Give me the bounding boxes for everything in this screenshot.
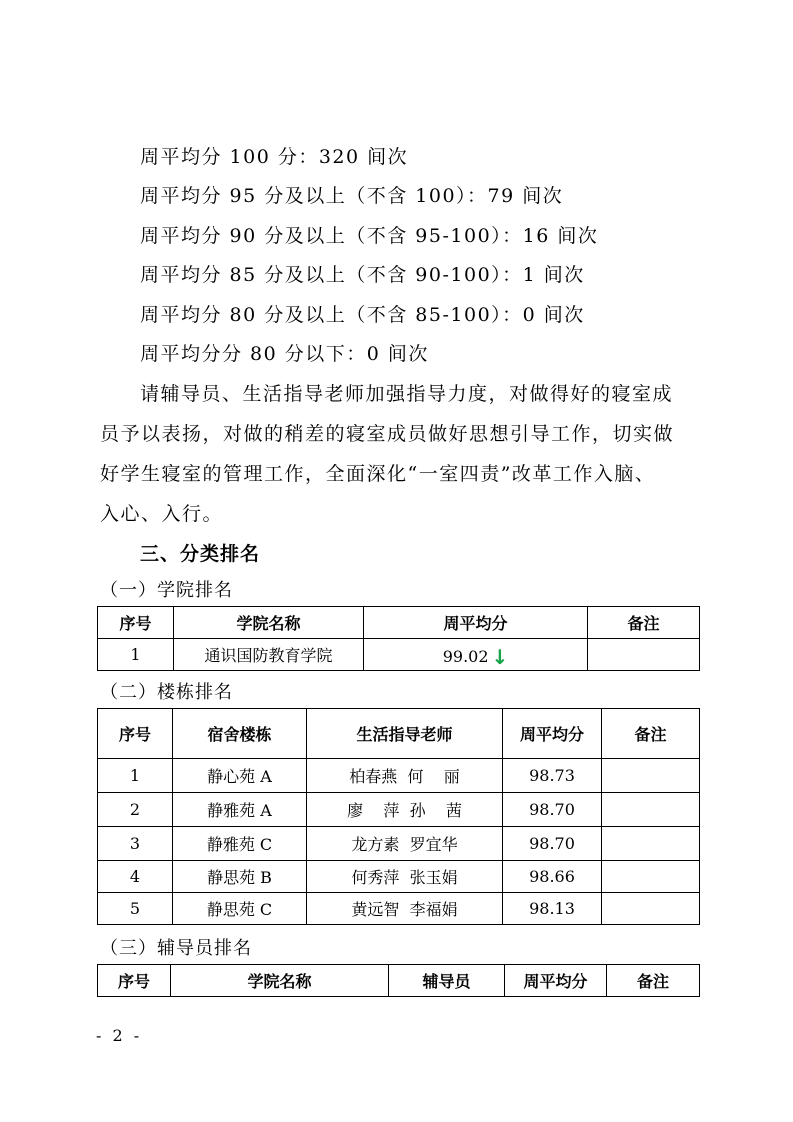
table-row	[98, 893, 700, 925]
header-average-score: 周平均分	[505, 965, 607, 997]
header-note: 备注	[602, 709, 700, 759]
cell-teachers: 何秀萍 张玉娟	[307, 861, 503, 893]
table-row	[98, 861, 700, 893]
header-teachers: 生活指导老师	[307, 709, 503, 759]
cell-note	[602, 893, 700, 925]
cell-no: 1	[98, 759, 173, 793]
stat-line-2: 周平均分 95 分及以上（不含 100）：79 间次	[140, 185, 564, 207]
cell-college-name: 通识国防教育学院	[174, 639, 364, 671]
building-ranking-table	[97, 708, 700, 925]
header-average-score: 周平均分	[364, 607, 588, 639]
cell-note	[602, 827, 700, 861]
cell-teachers: 廖 萍 孙 茜	[307, 793, 503, 827]
paragraph-line-1: 请辅导员、生活指导老师加强指导力度，对做得好的寝室成	[140, 383, 674, 405]
header-building: 宿舍楼栋	[173, 709, 307, 759]
college-ranking-title: （一）学院排名	[100, 580, 233, 601]
cell-teachers: 龙方素 罗宜华	[307, 827, 503, 861]
cell-no: 4	[98, 861, 173, 893]
cell-teachers: 柏春燕 何 丽	[307, 759, 503, 793]
table-row	[98, 793, 700, 827]
cell-note	[602, 793, 700, 827]
cell-no: 1	[98, 639, 174, 671]
header-counselor: 辅导员	[389, 965, 505, 997]
section-title: 三、分类排名	[140, 543, 261, 565]
stat-line-5: 周平均分 80 分及以上（不含 85-100）：0 间次	[140, 304, 585, 326]
building-ranking-title: （二）楼栋排名	[100, 682, 233, 703]
cell-no: 5	[98, 893, 173, 925]
table-row	[98, 639, 700, 671]
cell-score: 98.13	[503, 893, 602, 925]
cell-score: 98.70	[503, 793, 602, 827]
cell-building: 静心苑 A	[173, 759, 307, 793]
cell-teachers: 黄远智 李福娟	[307, 893, 503, 925]
header-note: 备注	[607, 965, 700, 997]
header-note: 备注	[588, 607, 700, 639]
cell-note	[602, 861, 700, 893]
cell-no: 2	[98, 793, 173, 827]
paragraph-line-4: 入心、入行。	[100, 503, 224, 525]
score-value: 99.02	[442, 646, 489, 666]
table-header-row	[98, 607, 700, 639]
cell-no: 3	[98, 827, 173, 861]
table-row	[98, 827, 700, 861]
table-row	[98, 759, 700, 793]
paragraph-line-3: 好学生寝室的管理工作，全面深化“一室四责”改革工作入脑、	[100, 463, 656, 485]
header-no: 序号	[98, 965, 171, 997]
college-ranking-table	[97, 606, 700, 671]
counselor-ranking-title: （三）辅导员排名	[100, 938, 252, 959]
stat-line-3: 周平均分 90 分及以上（不含 95-100）：16 间次	[140, 225, 599, 247]
cell-score: 98.70	[503, 827, 602, 861]
stat-line-4: 周平均分 85 分及以上（不含 90-100）：1 间次	[140, 264, 585, 286]
cell-building: 静思苑 C	[173, 893, 307, 925]
cell-building: 静雅苑 A	[173, 793, 307, 827]
cell-note	[588, 639, 700, 671]
stat-line-1: 周平均分 100 分：320 间次	[140, 146, 409, 168]
cell-score: 98.66	[503, 861, 602, 893]
header-no: 序号	[98, 607, 174, 639]
header-college-name: 学院名称	[171, 965, 389, 997]
cell-note	[602, 759, 700, 793]
stat-line-6: 周平均分分 80 分以下：0 间次	[140, 343, 429, 365]
cell-score: 98.73	[503, 759, 602, 793]
down-arrow-icon: ↓	[491, 644, 509, 669]
cell-score	[364, 639, 588, 671]
header-average-score: 周平均分	[503, 709, 602, 759]
cell-building: 静雅苑 C	[173, 827, 307, 861]
table-header-row	[98, 709, 700, 759]
cell-building: 静思苑 B	[173, 861, 307, 893]
page-number: - 2 -	[96, 1026, 143, 1045]
header-college-name: 学院名称	[174, 607, 364, 639]
counselor-ranking-table	[97, 964, 700, 997]
paragraph-line-2: 员予以表扬，对做的稍差的寝室成员做好思想引导工作，切实做	[100, 423, 675, 445]
table-header-row	[98, 965, 700, 997]
header-no: 序号	[98, 709, 173, 759]
